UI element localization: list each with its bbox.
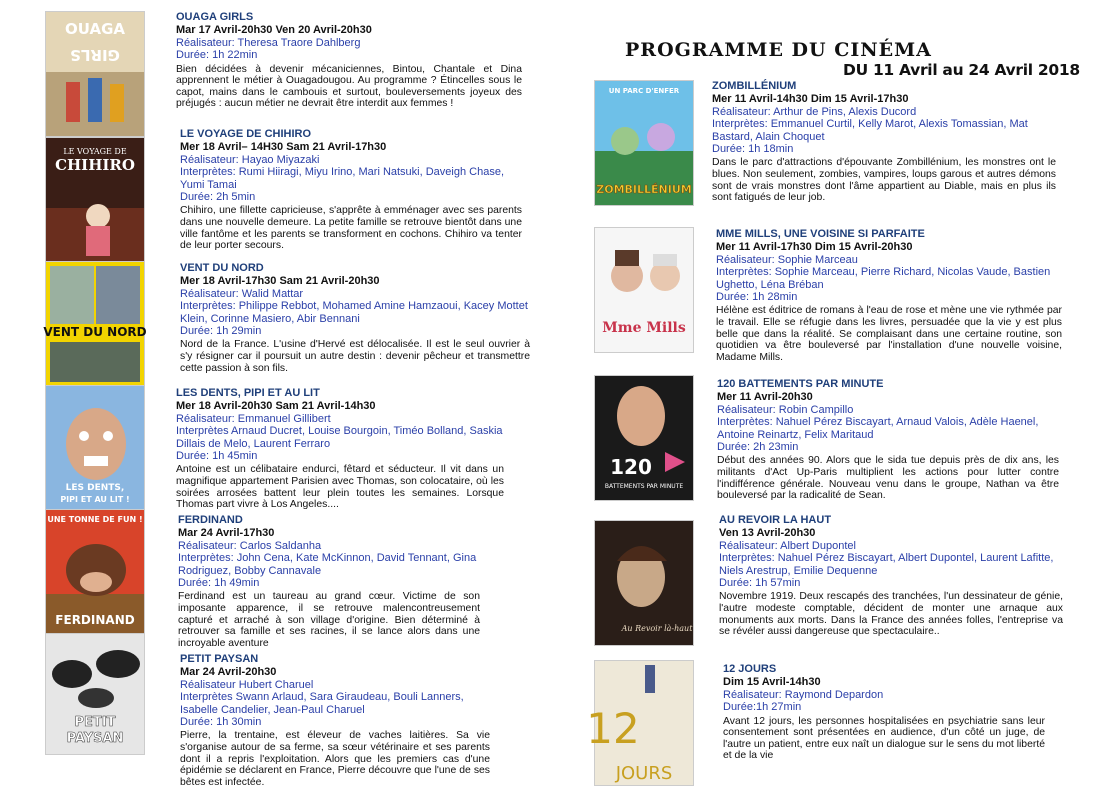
film-dates: Mer 11 Avril-14h30 Dim 15 Avril-17h30 [712,93,909,106]
film-cast: Interprètes: Philippe Rebbot, Mohamed Amine Hamzaoui, Kacey Mottet Klein, Corinne Masiero, Abir Bennani [180,300,528,325]
film-entry-12-jours [723,663,1045,762]
film-director: Réalisateur: Hayao Miyazaki [180,153,320,166]
film-entry-120-battements [717,378,1059,502]
svg-text:PETIT: PETIT [74,715,116,730]
film-entry-ouaga-girls [176,11,522,110]
poster-les-dents-art [46,386,144,510]
poster-petit-paysan-art [46,634,144,754]
poster-ferdinand-art [46,510,144,634]
poster-au-revoir-art [595,521,693,645]
svg-text:BATTEMENTS PAR MINUTE: BATTEMENTS PAR MINUTE [604,483,684,490]
poster-12-jours [586,660,694,786]
poster-ferdinand [45,509,145,635]
svg-text:PAYSAN: PAYSAN [66,731,124,746]
film-title: LES DENTS, PIPI ET AU LIT [176,387,320,399]
film-description: Hélène est éditrice de romans à l'eau de rose et mène une vie rythmée par le travail. Elle se réfugie dans les livres, persuadée que la vie y est plus belle que dans la réalité. Se complaisant dans une certaine routine, son quotidien va être bouleversé par l'installation d'une nouvelle voisine, Madame Mills. [716,305,1062,363]
svg-text:UN PARC D'ENFER: UN PARC D'ENFER [608,87,680,95]
film-cast: Interprètes: Nahuel Pérez Biscayart, Arnaud Valois, Adèle Haenel, Antoine Reinartz, Felix Maritaud [717,416,1039,441]
poster-vent-du-nord [45,261,145,387]
film-cast: Interprètes: Nahuel Pérez Biscayart, Albert Dupontel, Laurent Lafitte, Niels Arestrup, Emilie Dequenne [719,552,1054,577]
film-title: MME MILLS, UNE VOISINE SI PARFAITE [716,228,925,240]
film-director: Réalisateur: Emmanuel Gillibert [176,412,331,425]
film-duration: Durée: 2h 23min [717,441,799,454]
film-director: Réalisateur: Sophie Marceau [716,253,858,266]
film-cast: Interprètes: John Cena, Kate McKinnon, David Tennant, Gina Rodriguez, Bobby Cannavale [178,552,477,577]
film-title: 12 JOURS [723,663,777,675]
poster-zombillenium-art [595,81,693,205]
svg-text:ZOMBILLÉNIUM: ZOMBILLÉNIUM [596,183,692,196]
film-duration: Durée: 1h 45min [176,450,258,463]
film-director: Réalisateur: Theresa Traore Dahlberg [176,36,361,49]
film-dates: Mer 18 Avril-17h30 Sam 21 Avril-20h30 [180,275,380,288]
svg-text:JOURS: JOURS [615,763,673,784]
film-entry-au-revoir-la-haut [719,514,1063,638]
film-director: Réalisateur: Arthur de Pins, Alexis Ducord [712,105,917,118]
film-duration: Durée: 1h 57min [719,577,801,590]
film-duration: Durée: 1h 18min [712,143,794,156]
poster-ouaga-girls [45,11,145,137]
film-dates: Mar 24 Avril-20h30 [180,666,277,679]
film-cast: Interprètes: Emmanuel Curtil, Kelly Marot, Alexis Tomassian, Mat Bastard, Alain Choquet [712,118,1028,143]
film-description: Ferdinand est un taureau au grand cœur. Victime de son imposante apparence, il se retrouve malencontreusement capturé et arraché à son village d'origine. Bien déterminé à retrouver sa famille et ses racines, il se lance alors dans une incroyable aventure [178,591,480,649]
film-title: OUAGA GIRLS [176,11,254,23]
poster-au-revoir-la-haut [594,520,694,646]
film-entry-les-dents [176,387,504,511]
film-entry-zombillenium [712,80,1056,204]
film-dates: Mer 11 Avril-20h30 [717,391,813,404]
film-director: Réalisateur: Carlos Saldanha [178,539,322,552]
film-title: 120 BATTEMENTS PAR MINUTE [717,378,884,390]
film-cast: Interprètes: Sophie Marceau, Pierre Richard, Nicolas Vaude, Bastien Ughetto, Léna Bréban [716,266,1051,291]
film-description: Novembre 1919. Deux rescapés des tranchées, l'un dessinateur de génie, l'autre modeste comptable, décident de monter une arnaque aux monuments aux morts. Dans la France des années folles, l'entreprise va se révéler aussi dangereuse que spectaculaire.. [719,591,1063,638]
film-dates: Mer 18 Avril-20h30 Sam 21 Avril-14h30 [176,400,376,413]
film-description: Antoine est un célibataire endurci, fêtard et séducteur. Il vit dans un magnifique appartement Parisien avec Thomas, son colocataire, où les soirées arrosées battent leur plein toutes les semaines. Lorsque Thomas part vivre à Los Angeles.... [176,464,504,511]
poster-vent-du-nord-art [43,262,147,386]
film-entry-mme-mills [716,228,1062,363]
svg-text:UNE TONNE DE FUN !: UNE TONNE DE FUN ! [47,515,143,524]
svg-text:LE VOYAGE DE: LE VOYAGE DE [63,147,127,156]
poster-mme-mills [594,227,694,353]
poster-chihiro-art [46,138,144,262]
film-cast: Interprètes Arnaud Ducret, Louise Bourgoin, Timéo Bolland, Saskia Dillais de Melo, Laurent Ferraro [176,425,503,450]
svg-text:GIRLS: GIRLS [70,46,120,64]
film-dates: Dim 15 Avril-14h30 [723,676,821,689]
film-description: Nord de la France. L'usine d'Hervé est délocalisée. Il est le seul ouvrier à s'y résigner car il poursuit un autre destin : devenir pêcheur et transmettre cette passion à son fils. [180,339,530,374]
film-dates: Mer 18 Avril– 14H30 Sam 21 Avril-17h30 [180,141,387,154]
film-duration: Durée: 1h 29min [180,325,262,338]
film-entry-chihiro [180,128,522,252]
svg-text:120: 120 [610,455,652,479]
film-duration: Durée: 1h 28min [716,291,798,304]
svg-text:Au Revoir là-haut: Au Revoir là-haut [621,624,693,633]
film-title: PETIT PAYSAN [180,653,259,665]
film-director: Réalisateur: Albert Dupontel [719,539,856,552]
poster-mme-mills-art [595,228,693,352]
svg-text:PIPI ET AU LIT !: PIPI ET AU LIT ! [60,495,130,504]
program-dates: DU 11 Avril au 24 Avril 2018 [843,61,1080,79]
film-description: Pierre, la trentaine, est éleveur de vaches laitières. Sa vie s'organise autour de sa ferme, sa sœur vétérinaire et ses parents dont il a repris l'exploitation. Alors que les premiers cas d'une épidémie se déclarent en France, Pierre découvre que l'une de ses bêtes est infectée. [180,730,490,788]
film-description: Bien décidées à devenir mécaniciennes, Bintou, Chantale et Dina apprennent le métier à Ouagadougou. Au programme ? Étincelles sous le capot, mains dans le cambouis et surtout, bouleversements joyeux des préjugés : aucun métier ne devrait être interdit aux femmes ! [176,63,522,110]
svg-text:OUAGA: OUAGA [65,20,125,38]
svg-text:CHIHIRO: CHIHIRO [55,156,135,174]
film-title: AU REVOIR LA HAUT [719,514,832,526]
poster-les-dents [45,385,145,511]
film-entry-vent-du-nord [180,262,530,374]
film-dates: Mar 17 Avril-20h30 Ven 20 Avril-20h30 [176,24,372,37]
svg-text:12: 12 [586,704,640,753]
film-director: Réalisateur Hubert Charuel [180,678,314,691]
poster-ouaga-girls-art [46,12,144,136]
film-cast: Interprètes Swann Arlaud, Sara Giraudeau, Bouli Lanners, Isabelle Candelier, Jean-Paul Charuel [180,691,464,716]
poster-petit-paysan [45,633,145,755]
film-duration: Durée: 1h 22min [176,49,258,62]
svg-text:Mme Mills: Mme Mills [602,320,686,336]
poster-12-jours-art [586,661,693,785]
svg-text:FERDINAND: FERDINAND [55,613,135,627]
film-dates: Ven 13 Avril-20h30 [719,527,816,540]
film-entry-ferdinand [178,514,480,649]
film-title: FERDINAND [178,514,243,526]
film-description: Début des années 90. Alors que le sida tue depuis près de dix ans, les militants d'Act Up-Paris multiplient les actions pour lutter contre l'indifférence générale. Nouveau venu dans le groupe, Nathan va être bouleversé par la radicalité de Sean. [717,455,1059,502]
film-description: Avant 12 jours, les personnes hospitalisées en psychiatrie sans leur consentement sont présentées en audience, d'un côté un juge, de l'autre un patient, entre eux naît un dialogue sur le sens du mot liberté et de la vie [723,715,1045,762]
svg-text:VENT DU NORD: VENT DU NORD [43,325,147,339]
film-title: ZOMBILLÉNIUM [712,80,797,92]
film-director: Réalisateur: Raymond Depardon [723,688,884,701]
poster-zombillenium [594,80,694,206]
svg-text:LES DENTS,: LES DENTS, [65,483,125,493]
film-title: LE VOYAGE DE CHIHIRO [180,128,312,140]
program-title: PROGRAMME DU CINÉMA [625,39,932,61]
film-dates: Mar 24 Avril-17h30 [178,527,275,540]
film-entry-petit-paysan [180,653,490,788]
film-director: Réalisateur: Robin Campillo [717,403,854,416]
film-dates: Mer 11 Avril-17h30 Dim 15 Avril-20h30 [716,241,913,254]
poster-120-battements [594,375,694,501]
film-cast: Interprètes: Rumi Hiiragi, Miyu Irino, Mari Natsuki, Daveigh Chase, Yumi Tamai [180,166,505,191]
film-title: VENT DU NORD [180,262,264,274]
film-duration: Durée: 1h 49min [178,577,260,590]
film-description: Dans le parc d'attractions d'épouvante Zombillénium, les monstres ont le blues. Non seulement, zombies, vampires, loups garous et autres démons sont de vrais monstres dont l'âme appartient au Diable, mais en plus ils sont fatigués de leur job. [712,157,1056,204]
film-director: Réalisateur: Walid Mattar [180,287,304,300]
film-duration: Durée: 1h 30min [180,716,262,729]
poster-120-battements-art [595,376,693,500]
film-duration: Durée: 2h 5min [180,191,256,204]
film-description: Chihiro, une fillette capricieuse, s'apprête à emménager avec ses parents dans une nouvelle demeure. La petite famille se retrouve bientôt dans une ville fantôme et les parents se transforment en cochons. Chihiro va tenter de leur porter secours. [180,205,522,252]
film-duration: Durée:1h 27min [723,701,802,714]
poster-chihiro [45,137,145,263]
